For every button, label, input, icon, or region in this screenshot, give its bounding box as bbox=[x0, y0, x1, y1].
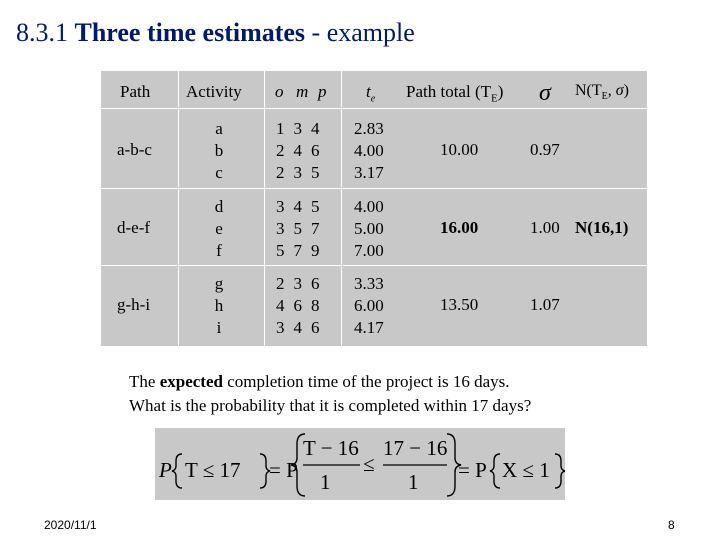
row-te bbox=[354, 273, 384, 339]
row-sigma: 1.00 bbox=[530, 218, 560, 237]
table-col-divider bbox=[178, 71, 179, 346]
row-path-total: 10.00 bbox=[440, 140, 479, 159]
o-cell: 3 bbox=[276, 219, 285, 238]
table-col-divider bbox=[264, 71, 265, 346]
activity-cell: f bbox=[216, 241, 222, 260]
o-cell: 4 bbox=[276, 296, 285, 315]
p-cell: 8 bbox=[311, 296, 320, 315]
te-cell: 6.00 bbox=[354, 296, 384, 315]
formula-p1: P bbox=[159, 458, 172, 482]
header-path-total bbox=[406, 82, 503, 104]
formula-num1: T − 16 bbox=[303, 436, 359, 460]
slide-title bbox=[16, 18, 415, 48]
te-cell: 3.17 bbox=[354, 163, 384, 182]
activity-cell: d bbox=[214, 197, 224, 216]
p-cell: 6 bbox=[311, 318, 320, 337]
te-cell: 4.00 bbox=[354, 197, 384, 216]
row-sigma: 0.97 bbox=[530, 140, 560, 159]
question-text bbox=[129, 370, 531, 418]
activity-cell: g bbox=[214, 274, 224, 293]
activity-cell: h bbox=[214, 296, 224, 315]
table-divider bbox=[101, 108, 647, 109]
row-path: a-b-c bbox=[117, 140, 152, 159]
row-path: g-h-i bbox=[117, 295, 151, 314]
row-path: d-e-f bbox=[117, 218, 151, 237]
question-text-post: completion time of the project is 16 days. bbox=[222, 372, 510, 391]
row-activities bbox=[211, 118, 227, 184]
formula-num2: 17 − 16 bbox=[383, 436, 448, 460]
row-path-total: 16.00 bbox=[440, 218, 479, 237]
m-cell: 6 bbox=[293, 296, 302, 315]
o-cell: 3 bbox=[276, 318, 285, 337]
formula-eq1: = P bbox=[269, 458, 298, 482]
formula-leq: ≤ bbox=[363, 452, 375, 476]
row-omp bbox=[276, 273, 320, 339]
header-path: Path bbox=[120, 82, 151, 101]
activity-cell: b bbox=[214, 141, 224, 160]
footer-date: 2020/11/1 bbox=[44, 518, 97, 532]
header-o: o bbox=[275, 82, 284, 101]
header-te bbox=[366, 82, 375, 104]
table-divider bbox=[101, 188, 647, 189]
header-sigma: σ bbox=[539, 80, 551, 106]
p-cell: 6 bbox=[311, 274, 320, 293]
m-cell: 4 bbox=[293, 197, 302, 216]
question-line-2: What is the probability that it is completed within 17 days? bbox=[129, 396, 532, 415]
te-cell: 5.00 bbox=[354, 219, 384, 238]
formula-den2: 1 bbox=[408, 470, 419, 494]
o-cell: 5 bbox=[276, 241, 285, 260]
header-normal bbox=[575, 82, 629, 102]
probability-formula bbox=[155, 428, 565, 500]
title-rest: - example bbox=[311, 18, 415, 47]
table-col-divider bbox=[341, 71, 342, 346]
m-cell: 3 bbox=[293, 274, 302, 293]
m-cell: 5 bbox=[293, 219, 302, 238]
p-cell: 7 bbox=[311, 219, 320, 238]
row-te bbox=[354, 196, 384, 262]
m-cell: 3 bbox=[293, 163, 302, 182]
p-cell: 9 bbox=[311, 241, 320, 260]
te-cell: 3.33 bbox=[354, 274, 384, 293]
activity-cell: a bbox=[215, 119, 223, 138]
header-normal-sub: E bbox=[601, 91, 608, 103]
header-m: m bbox=[296, 82, 309, 101]
header-te-base: t bbox=[366, 82, 371, 101]
o-cell: 2 bbox=[276, 274, 285, 293]
page-number: 8 bbox=[668, 518, 675, 532]
o-cell: 1 bbox=[276, 119, 285, 138]
table-divider bbox=[101, 265, 647, 266]
te-cell: 2.83 bbox=[354, 119, 384, 138]
row-sigma: 1.07 bbox=[530, 295, 560, 314]
formula-eq2: = P bbox=[458, 458, 487, 482]
row-activities bbox=[211, 273, 227, 339]
m-cell: 4 bbox=[293, 141, 302, 160]
row-omp bbox=[276, 118, 320, 184]
o-cell: 2 bbox=[276, 163, 285, 182]
header-normal-sigma: σ bbox=[615, 82, 624, 99]
header-path-total-close: ) bbox=[497, 82, 504, 101]
formula-lhs: T ≤ 17 bbox=[185, 458, 241, 482]
header-normal-sep: , bbox=[607, 82, 616, 99]
row-activities bbox=[211, 196, 227, 262]
header-path-total-sub: E bbox=[490, 92, 498, 105]
header-te-sub: e bbox=[370, 93, 376, 105]
p-cell: 4 bbox=[311, 119, 320, 138]
question-text-bold: expected bbox=[159, 372, 223, 391]
formula-rhs: X ≤ 1 bbox=[502, 458, 550, 482]
row-te bbox=[354, 118, 384, 184]
m-cell: 4 bbox=[293, 318, 302, 337]
activity-cell: e bbox=[215, 219, 223, 238]
question-line-1 bbox=[129, 370, 531, 394]
te-cell: 4.00 bbox=[354, 141, 384, 160]
title-number: 8.3.1 bbox=[16, 18, 68, 47]
o-cell: 3 bbox=[276, 197, 285, 216]
p-cell: 6 bbox=[311, 141, 320, 160]
title-bold: Three time estimates bbox=[74, 18, 306, 47]
header-normal-label: N(T bbox=[575, 82, 602, 99]
question-text-pre: The bbox=[129, 372, 160, 391]
row-omp bbox=[276, 196, 320, 262]
te-cell: 4.17 bbox=[354, 318, 384, 337]
header-p: p bbox=[318, 82, 327, 101]
header-normal-close: ) bbox=[623, 82, 629, 99]
activity-cell: i bbox=[216, 318, 222, 337]
m-cell: 3 bbox=[293, 119, 302, 138]
m-cell: 7 bbox=[293, 241, 302, 260]
activity-cell: c bbox=[215, 163, 223, 182]
p-cell: 5 bbox=[311, 197, 320, 216]
o-cell: 2 bbox=[276, 141, 285, 160]
row-distribution: N(16,1) bbox=[575, 218, 629, 237]
header-path-total-base: Path total (T bbox=[406, 82, 491, 101]
header-activity: Activity bbox=[186, 82, 242, 101]
te-cell: 7.00 bbox=[354, 241, 384, 260]
p-cell: 5 bbox=[311, 163, 320, 182]
formula-den1: 1 bbox=[320, 470, 331, 494]
row-path-total: 13.50 bbox=[440, 295, 479, 314]
